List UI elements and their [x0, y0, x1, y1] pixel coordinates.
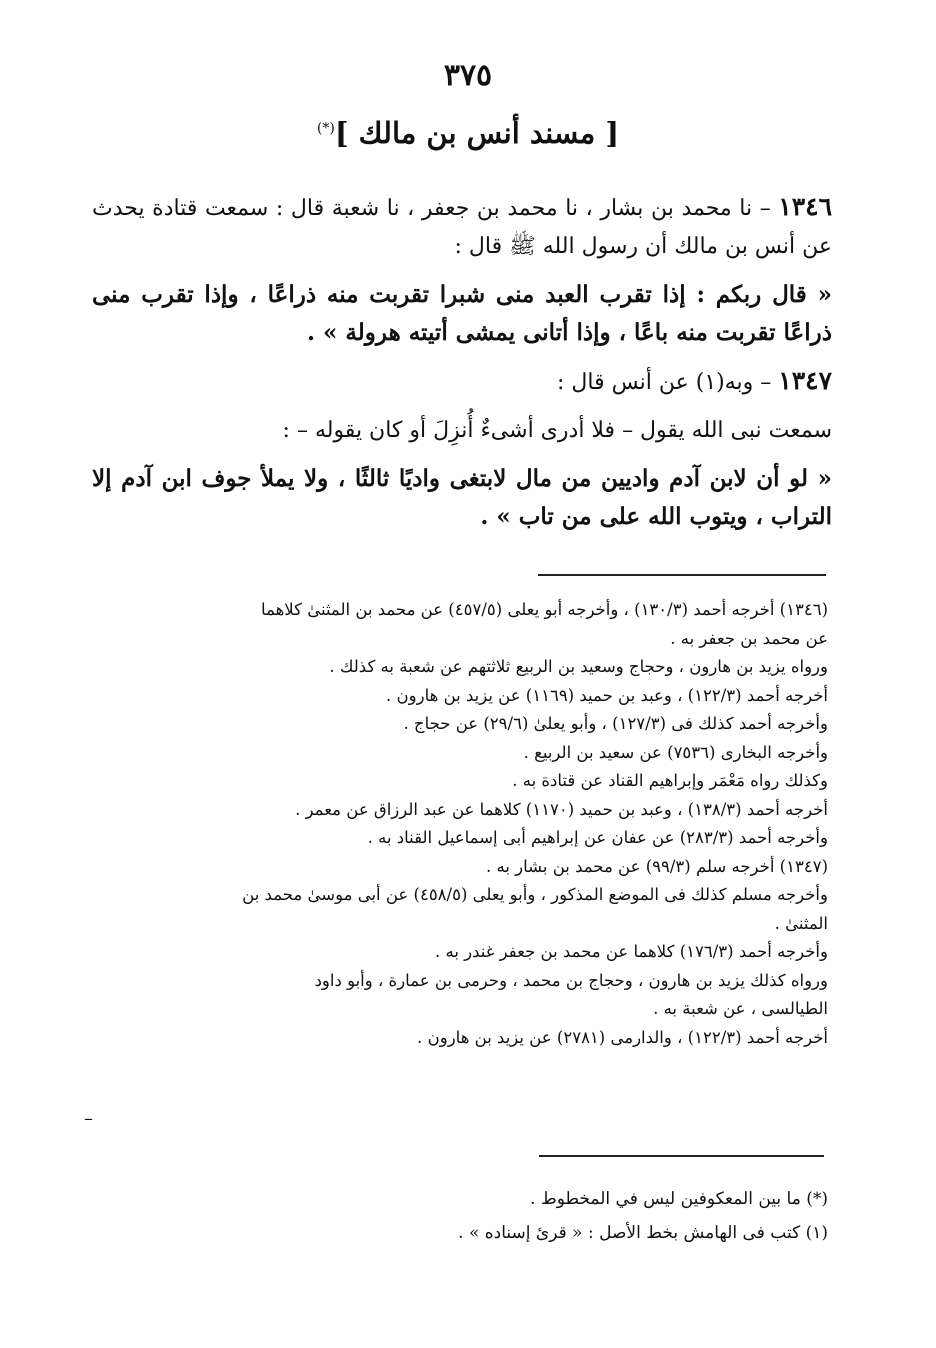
- takhrij-footnotes: [92, 596, 828, 1052]
- takhrij-line: المثنىٰ .: [774, 913, 828, 933]
- isnad-line: – وبه(١) عن أنس قال :: [556, 370, 772, 395]
- margin-dash: –: [84, 1108, 93, 1129]
- takhrij-line: الطيالسى ، عن شعبة به .: [653, 999, 828, 1018]
- takhrij-line: أخرجه أحمد (١٢٢/٣) ، وعبد بن حميد (١١٦٩) عن يزيد بن هارون .: [386, 685, 828, 705]
- hadith-1346-matn: « قال ربكم : إذا تقرب العبد منى شبرا تقربت منه ذراعًا ، وإذا تقرب منى ذراعًا تقربت منه باعًا ، وإذا أتانى يمشى أتيته هرولة » .: [92, 281, 832, 346]
- note-one: (١) كتب فى الهامش بخط الأصل : « قرئ إسناده » .: [458, 1223, 828, 1243]
- chapter-title-text: [ مسند أنس بن مالك ]: [334, 116, 620, 150]
- hadith-number: ١٣٤٧: [778, 366, 832, 395]
- takhrij-line: ورواه كذلك يزيد بن هارون ، وحجاج بن محمد ، وحرمى بن عمارة ، وأبو داود: [314, 970, 828, 990]
- chapter-title: [0, 116, 936, 150]
- main-text: [92, 188, 832, 546]
- takhrij-line: عن محمد بن جعفر به .: [670, 628, 828, 648]
- takhrij-line: (١٣٤٦) أخرجه أحمد (١٣٠/٣) ، وأخرجه أبو يعلى (٤٥٧/٥) عن محمد بن المثنىٰ كلاهما: [261, 600, 828, 619]
- hadith-1346-isnad: [92, 188, 832, 266]
- isnad-line: قتادة يحدث عن أنس بن مالك أن رسول الله ﷺ قال :: [92, 196, 832, 259]
- chapter-note-marker: (*): [316, 120, 335, 137]
- takhrij-line: وأخرجه مسلم كذلك فى الموضع المذكور ، وأبو يعلى (٤٥٨/٥) عن أبى موسىٰ محمد بن: [242, 885, 828, 904]
- hadith-1347-matn: « لو أن لابن آدم واديين من مال لابتغى واديًا ثالثًا ، ولا يملأ جوف ابن آدم إلا التراب ، ويتوب الله على من تاب » .: [92, 465, 832, 530]
- hadith-1347-isnad: [92, 362, 832, 402]
- hadith-1347-isnad-cont: سمعت نبى الله يقول – فلا أدرى أشىءٌ أُنزِلَ أو كان يقوله – :: [282, 418, 832, 443]
- takhrij-line: وأخرجه أحمد كذلك فى (١٢٧/٣) ، وأبو يعلىٰ (٢٩/٦) عن حجاج .: [403, 714, 828, 733]
- note-star: (*) ما بين المعكوفين ليس في المخطوط .: [530, 1189, 828, 1209]
- notes-divider: [539, 1155, 824, 1157]
- isnad-line: – نا محمد بن بشار ، نا محمد بن جعفر ، نا شعبة قال : سمعت: [204, 196, 771, 221]
- takhrij-line: أخرجه أحمد (١٣٨/٣) ، وعبد بن حميد (١١٧٠) كلاهما عن عبد الرزاق عن معمر .: [295, 799, 828, 819]
- editor-notes: [92, 1182, 828, 1250]
- page-number: ٣٧٥: [443, 58, 493, 93]
- takhrij-line: وأخرجه البخارى (٧٥٣٦) عن سعيد بن الربيع .: [523, 742, 828, 762]
- takhrij-line: أخرجه أحمد (١٢٢/٣) ، والدارمى (٢٧٨١) عن يزيد بن هارون .: [417, 1027, 828, 1047]
- footnote-divider: [538, 574, 826, 576]
- takhrij-line: وكذلك رواه مَعْمَر وإبراهيم القناد عن قتادة به .: [512, 771, 828, 790]
- takhrij-line: (١٣٤٧) أخرجه سلم (٩٩/٣) عن محمد بن بشار به .: [485, 856, 828, 876]
- takhrij-line: وأخرجه أحمد (١٧٦/٣) كلاهما عن محمد بن جعفر غندر به .: [435, 942, 828, 961]
- takhrij-line: ورواه يزيد بن هارون ، وحجاج وسعيد بن الربيع ثلاثتهم عن شعبة به كذلك .: [329, 657, 828, 676]
- takhrij-line: وأخرجه أحمد (٢٨٣/٣) عن عفان عن إبراهيم أبى إسماعيل القناد به .: [367, 828, 828, 847]
- hadith-number: ١٣٤٦: [778, 192, 833, 221]
